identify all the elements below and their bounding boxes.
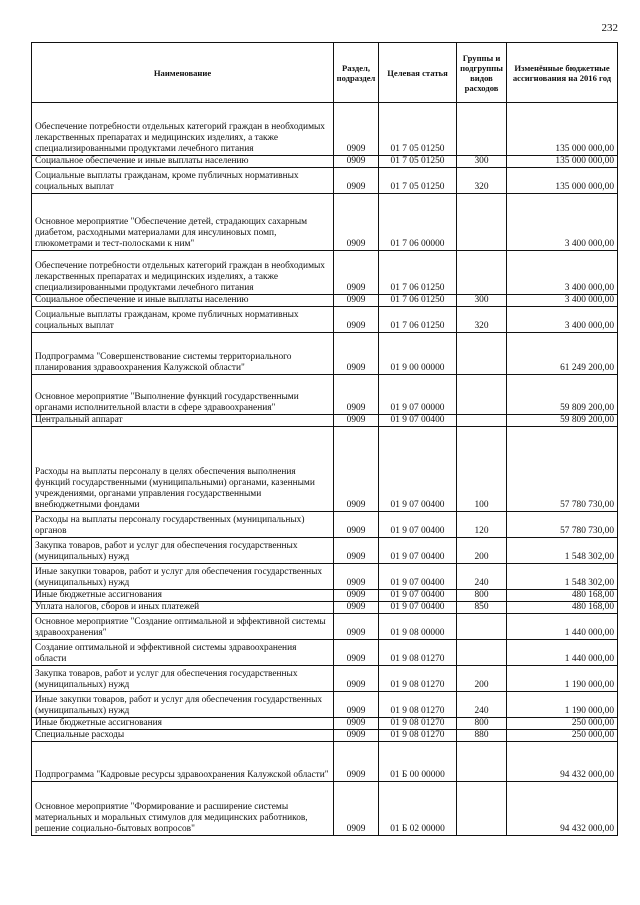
row-amount: 250 000,00 <box>507 730 618 742</box>
row-group: 240 <box>457 564 507 590</box>
row-article: 01 7 06 01250 <box>379 295 457 307</box>
table-row <box>32 742 618 782</box>
row-amount: 1 190 000,00 <box>507 666 618 692</box>
row-name: Основное мероприятие "Выполнение функций государственными органами исполнительной власти в сфере здравоохранения" <box>32 375 334 415</box>
row-group <box>457 742 507 782</box>
budget-table <box>31 42 618 836</box>
row-name: Расходы на выплаты персоналу в целях обеспечения выполнения функций государственными (муниципальными) органами, казенными учреждениями, органами управления государственными внебюджетными фондами <box>32 427 334 512</box>
row-section: 0909 <box>334 375 379 415</box>
row-amount: 1 440 000,00 <box>507 640 618 666</box>
row-article: 01 9 08 01270 <box>379 692 457 718</box>
table-row <box>32 666 618 692</box>
row-article: 01 9 07 00400 <box>379 538 457 564</box>
row-name: Подпрограмма "Кадровые ресурсы здравоохранения Калужской области" <box>32 742 334 782</box>
row-name: Основное мероприятие "Создание оптимальной и эффективной системы здравоохранения" <box>32 614 334 640</box>
row-amount: 135 000 000,00 <box>507 103 618 156</box>
table-row <box>32 718 618 730</box>
row-name: Обеспечение потребности отдельных категорий граждан в необходимых лекарственных препаратах и медицинских изделиях, а также специализированными продуктами лечебного питания <box>32 251 334 295</box>
row-section: 0909 <box>334 103 379 156</box>
row-section: 0909 <box>334 718 379 730</box>
row-amount: 94 432 000,00 <box>507 742 618 782</box>
row-amount: 1 548 302,00 <box>507 564 618 590</box>
row-group: 200 <box>457 538 507 564</box>
row-group <box>457 415 507 427</box>
row-name: Расходы на выплаты персоналу государственных (муниципальных) органов <box>32 512 334 538</box>
row-section: 0909 <box>334 590 379 602</box>
row-article: 01 9 07 00400 <box>379 602 457 614</box>
row-group <box>457 640 507 666</box>
header-groups: Группы и подгруппы видов расходов <box>457 43 507 103</box>
row-amount: 59 809 200,00 <box>507 415 618 427</box>
table-row <box>32 375 618 415</box>
row-amount: 61 249 200,00 <box>507 333 618 375</box>
row-group <box>457 614 507 640</box>
row-name: Центральный аппарат <box>32 415 334 427</box>
row-section: 0909 <box>334 333 379 375</box>
row-group: 320 <box>457 307 507 333</box>
row-section: 0909 <box>334 640 379 666</box>
row-amount: 3 400 000,00 <box>507 251 618 295</box>
row-section: 0909 <box>334 538 379 564</box>
row-name: Иные бюджетные ассигнования <box>32 718 334 730</box>
row-group: 800 <box>457 590 507 602</box>
row-name: Социальные выплаты гражданам, кроме публичных нормативных социальных выплат <box>32 307 334 333</box>
row-section: 0909 <box>334 564 379 590</box>
page-number: 232 <box>601 22 618 34</box>
row-section: 0909 <box>334 168 379 194</box>
row-name: Социальное обеспечение и иные выплаты населению <box>32 156 334 168</box>
row-name: Уплата налогов, сборов и иных платежей <box>32 602 334 614</box>
row-amount: 480 168,00 <box>507 590 618 602</box>
row-article: 01 Б 02 00000 <box>379 782 457 836</box>
row-section: 0909 <box>334 692 379 718</box>
row-group: 100 <box>457 427 507 512</box>
header-article: Целевая статья <box>379 43 457 103</box>
table-row <box>32 103 618 156</box>
row-amount: 3 400 000,00 <box>507 194 618 251</box>
row-article: 01 9 07 00400 <box>379 427 457 512</box>
row-section: 0909 <box>334 251 379 295</box>
row-section: 0909 <box>334 666 379 692</box>
table-row <box>32 782 618 836</box>
row-section: 0909 <box>334 782 379 836</box>
row-group <box>457 194 507 251</box>
row-article: 01 9 08 00000 <box>379 614 457 640</box>
row-article: 01 9 07 00400 <box>379 564 457 590</box>
row-section: 0909 <box>334 194 379 251</box>
row-amount: 59 809 200,00 <box>507 375 618 415</box>
row-name: Подпрограмма "Совершенствование системы территориального планирования здравоохранения Калужской области" <box>32 333 334 375</box>
row-group: 320 <box>457 168 507 194</box>
row-article: 01 9 00 00000 <box>379 333 457 375</box>
row-group: 300 <box>457 295 507 307</box>
row-name: Социальное обеспечение и иные выплаты населению <box>32 295 334 307</box>
row-amount: 57 780 730,00 <box>507 427 618 512</box>
row-group: 240 <box>457 692 507 718</box>
row-name: Обеспечение потребности отдельных категорий граждан в необходимых лекарственных препаратах и медицинских изделиях, а также специализированными продуктами лечебного питания <box>32 103 334 156</box>
row-section: 0909 <box>334 156 379 168</box>
row-amount: 94 432 000,00 <box>507 782 618 836</box>
row-name: Создание оптимальной и эффективной системы здравоохранения области <box>32 640 334 666</box>
row-group <box>457 333 507 375</box>
row-name: Специальные расходы <box>32 730 334 742</box>
row-amount: 1 440 000,00 <box>507 614 618 640</box>
row-amount: 3 400 000,00 <box>507 307 618 333</box>
row-section: 0909 <box>334 602 379 614</box>
row-amount: 480 168,00 <box>507 602 618 614</box>
table-row <box>32 538 618 564</box>
row-group: 850 <box>457 602 507 614</box>
row-name: Закупка товаров, работ и услуг для обеспечения государственных (муниципальных) нужд <box>32 538 334 564</box>
row-group <box>457 103 507 156</box>
row-article: 01 7 05 01250 <box>379 156 457 168</box>
row-article: 01 7 05 01250 <box>379 168 457 194</box>
row-name: Социальные выплаты гражданам, кроме публичных нормативных социальных выплат <box>32 168 334 194</box>
table-row <box>32 427 618 512</box>
table-row <box>32 590 618 602</box>
row-article: 01 9 08 01270 <box>379 640 457 666</box>
row-group: 120 <box>457 512 507 538</box>
row-name: Иные закупки товаров, работ и услуг для обеспечения государственных (муниципальных) нужд <box>32 564 334 590</box>
row-amount: 135 000 000,00 <box>507 168 618 194</box>
row-article: 01 7 06 00000 <box>379 194 457 251</box>
row-name: Основное мероприятие "Формирование и расширение системы материальных и моральных стимулов для медицинских работников, решение социально-бытовых вопросов" <box>32 782 334 836</box>
row-article: 01 9 08 01270 <box>379 718 457 730</box>
row-article: 01 7 06 01250 <box>379 251 457 295</box>
row-section: 0909 <box>334 730 379 742</box>
row-group <box>457 251 507 295</box>
row-name: Основное мероприятие "Обеспечение детей, страдающих сахарным диабетом, расходными материалами для инсулиновых помп, глюкометрами и тест-полосками к ним" <box>32 194 334 251</box>
row-article: 01 7 06 01250 <box>379 307 457 333</box>
table-row <box>32 614 618 640</box>
table-row <box>32 640 618 666</box>
header-amount: Изменённые бюджетные ассигнования на 2016 год <box>507 43 618 103</box>
row-section: 0909 <box>334 742 379 782</box>
row-amount: 57 780 730,00 <box>507 512 618 538</box>
row-section: 0909 <box>334 427 379 512</box>
row-name: Иные закупки товаров, работ и услуг для обеспечения государственных (муниципальных) нужд <box>32 692 334 718</box>
table-row <box>32 295 618 307</box>
row-group: 880 <box>457 730 507 742</box>
table-row <box>32 602 618 614</box>
row-amount: 250 000,00 <box>507 718 618 730</box>
table-row <box>32 251 618 295</box>
row-group: 300 <box>457 156 507 168</box>
row-article: 01 9 08 01270 <box>379 666 457 692</box>
row-article: 01 9 07 00400 <box>379 512 457 538</box>
row-article: 01 Б 00 00000 <box>379 742 457 782</box>
header-name: Наименование <box>32 43 334 103</box>
row-group: 200 <box>457 666 507 692</box>
row-article: 01 9 07 00400 <box>379 590 457 602</box>
row-name: Иные бюджетные ассигнования <box>32 590 334 602</box>
row-name: Закупка товаров, работ и услуг для обеспечения государственных (муниципальных) нужд <box>32 666 334 692</box>
header-section: Раздел, подраздел <box>334 43 379 103</box>
row-section: 0909 <box>334 307 379 333</box>
row-amount: 3 400 000,00 <box>507 295 618 307</box>
table-row <box>32 168 618 194</box>
table-row <box>32 730 618 742</box>
table-row <box>32 512 618 538</box>
row-section: 0909 <box>334 415 379 427</box>
row-group <box>457 375 507 415</box>
row-group <box>457 782 507 836</box>
row-group: 800 <box>457 718 507 730</box>
table-row <box>32 156 618 168</box>
row-article: 01 9 07 00400 <box>379 415 457 427</box>
row-section: 0909 <box>334 614 379 640</box>
table-row <box>32 307 618 333</box>
table-row <box>32 415 618 427</box>
row-article: 01 9 07 00000 <box>379 375 457 415</box>
row-article: 01 9 08 01270 <box>379 730 457 742</box>
table-row <box>32 564 618 590</box>
row-amount: 135 000 000,00 <box>507 156 618 168</box>
row-section: 0909 <box>334 512 379 538</box>
table-row <box>32 333 618 375</box>
table-row <box>32 692 618 718</box>
row-amount: 1 548 302,00 <box>507 538 618 564</box>
row-amount: 1 190 000,00 <box>507 692 618 718</box>
row-section: 0909 <box>334 295 379 307</box>
table-row <box>32 194 618 251</box>
row-article: 01 7 05 01250 <box>379 103 457 156</box>
table-body <box>32 103 618 836</box>
